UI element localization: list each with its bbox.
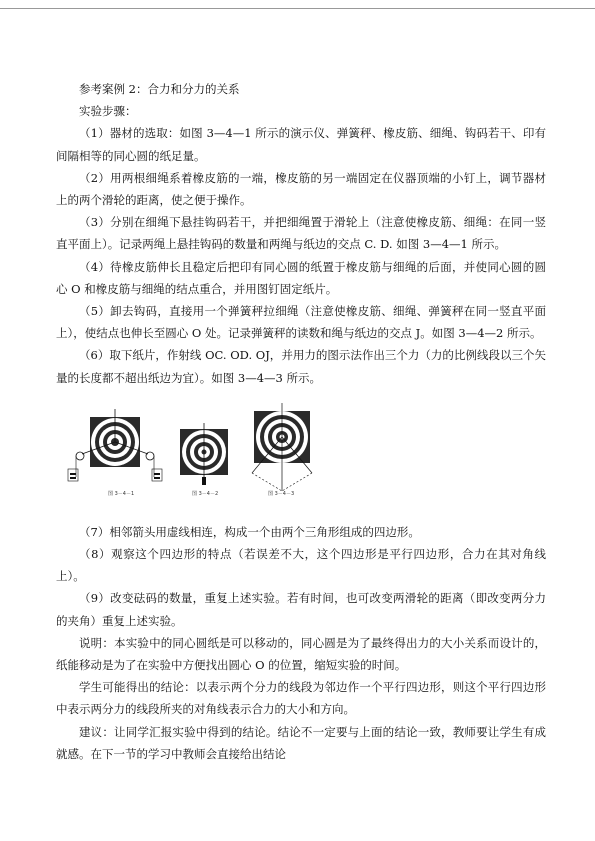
case-title: 参考案例 2：合力和分力的关系 (79, 82, 240, 96)
step-3: （3）分别在细绳下悬挂钩码若干，并把细绳置于滑轮上（注意使橡皮筋、细绳：在同一竖直平面上）。记录两绳上悬挂钩码的数量和两绳与纸边的交点 C. D. 如图 3—4—1 所示。 (56, 215, 546, 252)
step-7: （7）相邻箭头用虚线相连，构成一个由两个三角形组成的四边形。 (79, 524, 420, 539)
suggestion-paragraph: 建议：让同学汇报实验中得到的结论。结论不一定要与上面的结论一致，教师要让学生有成就感。在下一节的学习中教师会直接给出结论 (56, 724, 546, 761)
figures-svg (56, 399, 546, 513)
step-8: （8）观察这个四边形的特点（若误差不大，这个四边形是平行四边形，合力在其对角线上）。 (56, 547, 546, 584)
conclusion-paragraph: 学生可能得出的结论：以表示两个分力的线段为邻边作一个平行四边形，则这个平行四边形中表示两分力的线段所夹的对角线表示合力的大小和方向。 (56, 680, 546, 717)
figure-strip (56, 399, 546, 513)
figure-3-4-3 (252, 403, 312, 497)
step-6: （6）取下纸片，作射线 OC. OD. OJ，并用力的图示法作出三个力（力的比例线段以三个矢量的长度都不超出纸边为宜）。如图 3—4—3 所示。 (56, 348, 546, 385)
step-9: （9）改变砝码的数量，重复上述实验。若有时间，也可改变两滑轮的距离（即改变两分力的夹角）重复上述实验。 (56, 591, 546, 628)
header-rule (0, 8, 595, 9)
fig1-caption: 图 3－4－1 (108, 490, 135, 497)
step-4: （4）待橡皮筋伸长且稳定后把印有同心圆的纸置于橡皮筋与细绳的后面，并使同心圆的圆心 O 和橡皮筋与细绳的结点重合，并用图钉固定纸片。 (56, 259, 546, 296)
note-paragraph: 说明：本实验中的同心圆纸是可以移动的，同心圆是为了最终得出力的大小关系而设计的，纸能移动是为了在实验中方便找出圆心 O 的位置，缩短实验的时间。 (56, 635, 546, 673)
step-2: （2）用两根细绳系着橡皮筋的一端，橡皮筋的另一端固定在仪器顶端的小钉上，调节器材上的两个滑轮的距离，使之便于操作。 (56, 170, 546, 208)
step-1: （1）器材的选取：如图 3—4—1 所示的演示仪、弹簧秤、橡皮筋、细绳、钩码若干、印有间隔相等的同心圆的纸足量。 (56, 126, 546, 163)
fig3-caption: 图 3－4－3 (268, 490, 295, 497)
figure-3-4-1 (68, 409, 162, 497)
fig2-caption: 图 3－4－2 (192, 490, 219, 497)
figure-3-4-2 (180, 423, 228, 497)
document-body (56, 74, 546, 765)
step-5: （5）卸去钩码，直接用一个弹簧秤拉细绳（注意使橡皮筋、细绳、弹簧秤在同一竖直平面上），使结点也伸长至圆心 O 处。记录弹簧秤的读数和绳与纸边的交点 J。如图 3—4—2 所示。 (56, 304, 546, 341)
steps-heading: 实验步骤： (79, 104, 137, 119)
